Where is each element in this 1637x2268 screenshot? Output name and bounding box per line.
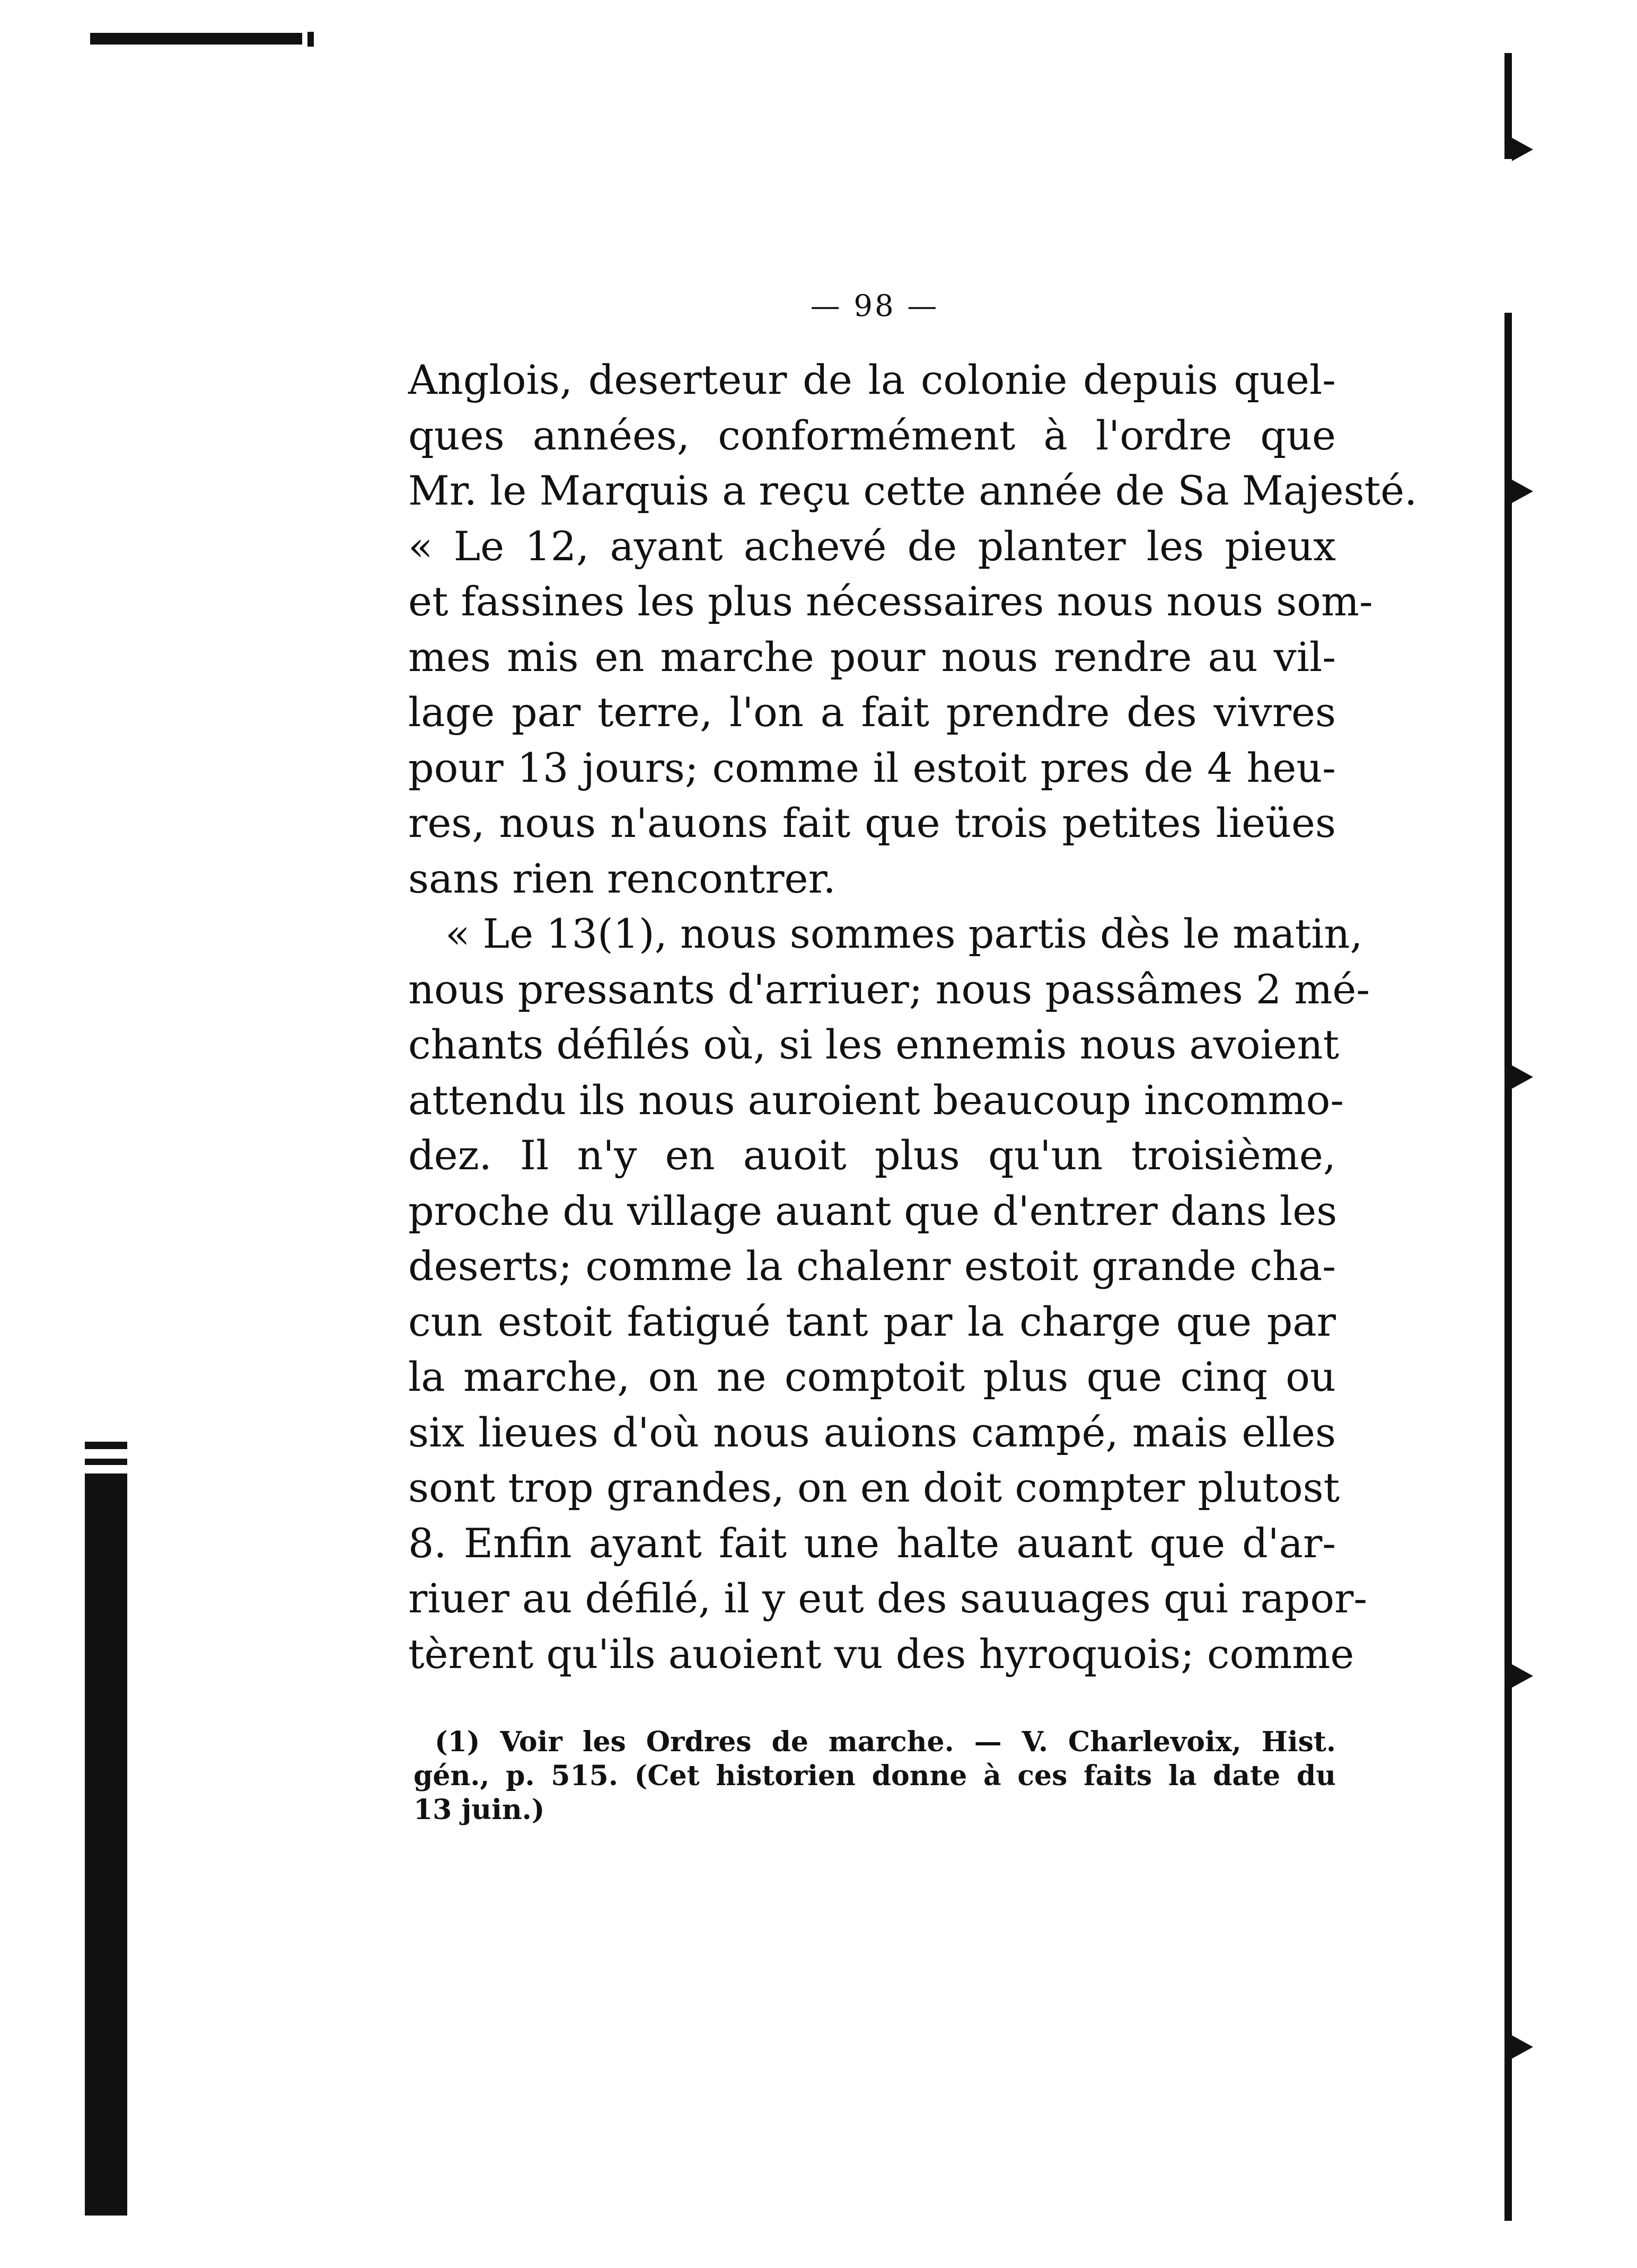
text-line: Anglois, deserteur de la colonie depuis quel- <box>408 356 1336 403</box>
text-line: six lieues d'où nous auions campé, mais elles <box>408 1408 1336 1456</box>
text-line: ques années, conformément à l'ordre que <box>408 411 1336 459</box>
scan-notch <box>1512 1664 1533 1688</box>
footnote-line: 13 juin.) <box>413 1794 545 1826</box>
scan-edge-mark-left <box>85 1473 127 2216</box>
text-line: dez. Il n'y en auoit plus qu'un troisième, <box>408 1132 1336 1179</box>
text-line: nous pressants d'arriuer; nous passâmes 2 mé- <box>408 965 1370 1013</box>
scan-notch <box>1512 2035 1533 2059</box>
text-line: cun estoit fatigué tant par la charge que par <box>408 1298 1336 1345</box>
page-number: — 98 — <box>810 289 939 323</box>
text-line: proche du village auant que d'entrer dans les <box>408 1187 1337 1234</box>
scan-edge-mark-right-top <box>1504 53 1512 159</box>
footnote-line: gén., p. 515. (Cet historien donne à ces faits la date du <box>413 1760 1336 1792</box>
text-line: la marche, on ne comptoit plus que cinq ou <box>408 1353 1336 1400</box>
footnote <box>413 1725 1336 1827</box>
text-line: riuer au défilé, il y eut des sauuages qui rapor- <box>408 1575 1368 1622</box>
text-line: 8. Enfin ayant fait une halte auant que d'ar- <box>408 1519 1336 1567</box>
scan-edge-mark-top <box>90 33 302 45</box>
scan-notch <box>1512 1065 1533 1089</box>
text-line: sont trop grandes, on en doit compter plutost <box>408 1464 1340 1511</box>
text-line: attendu ils nous auroient beaucoup incommo- <box>408 1076 1344 1124</box>
text-line: « Le 13(1), nous sommes partis dès le matin, <box>445 910 1363 957</box>
text-line: « Le 12, ayant achevé de planter les pieux <box>408 522 1336 570</box>
text-line: et fassines les plus nécessaires nous nous som- <box>408 578 1373 625</box>
scan-edge-mark-right <box>1504 313 1512 2221</box>
scan-notch <box>1512 138 1533 161</box>
text-line: res, nous n'auons fait que trois petites lieües <box>408 799 1336 846</box>
text-line: Mr. le Marquis a reçu cette année de Sa Majesté. <box>408 467 1418 514</box>
footnote-line: (1) Voir les Ordres de marche. — V. Charlevoix, Hist. <box>435 1726 1336 1758</box>
scan-edge-tick-top <box>307 32 314 47</box>
scan-edge-mark-left-stub <box>85 1459 127 1465</box>
text-line: sans rien rencontrer. <box>408 854 836 902</box>
text-line: pour 13 jours; comme il estoit pres de 4 heu- <box>408 744 1336 791</box>
body-text <box>408 352 1418 1682</box>
scan-notch <box>1512 480 1533 503</box>
text-line: mes mis en marche pour nous rendre au vil- <box>408 633 1336 681</box>
text-line: lage par terre, l'on a fait prendre des vivres <box>408 689 1336 736</box>
text-line: deserts; comme la chalenr estoit grande cha- <box>408 1242 1336 1290</box>
text-line: tèrent qu'ils auoient vu des hyroquois; comme <box>408 1630 1354 1678</box>
scan-edge-mark-left-stub <box>85 1442 127 1449</box>
text-line: chants défilés où, si les ennemis nous avoient <box>408 1021 1340 1068</box>
